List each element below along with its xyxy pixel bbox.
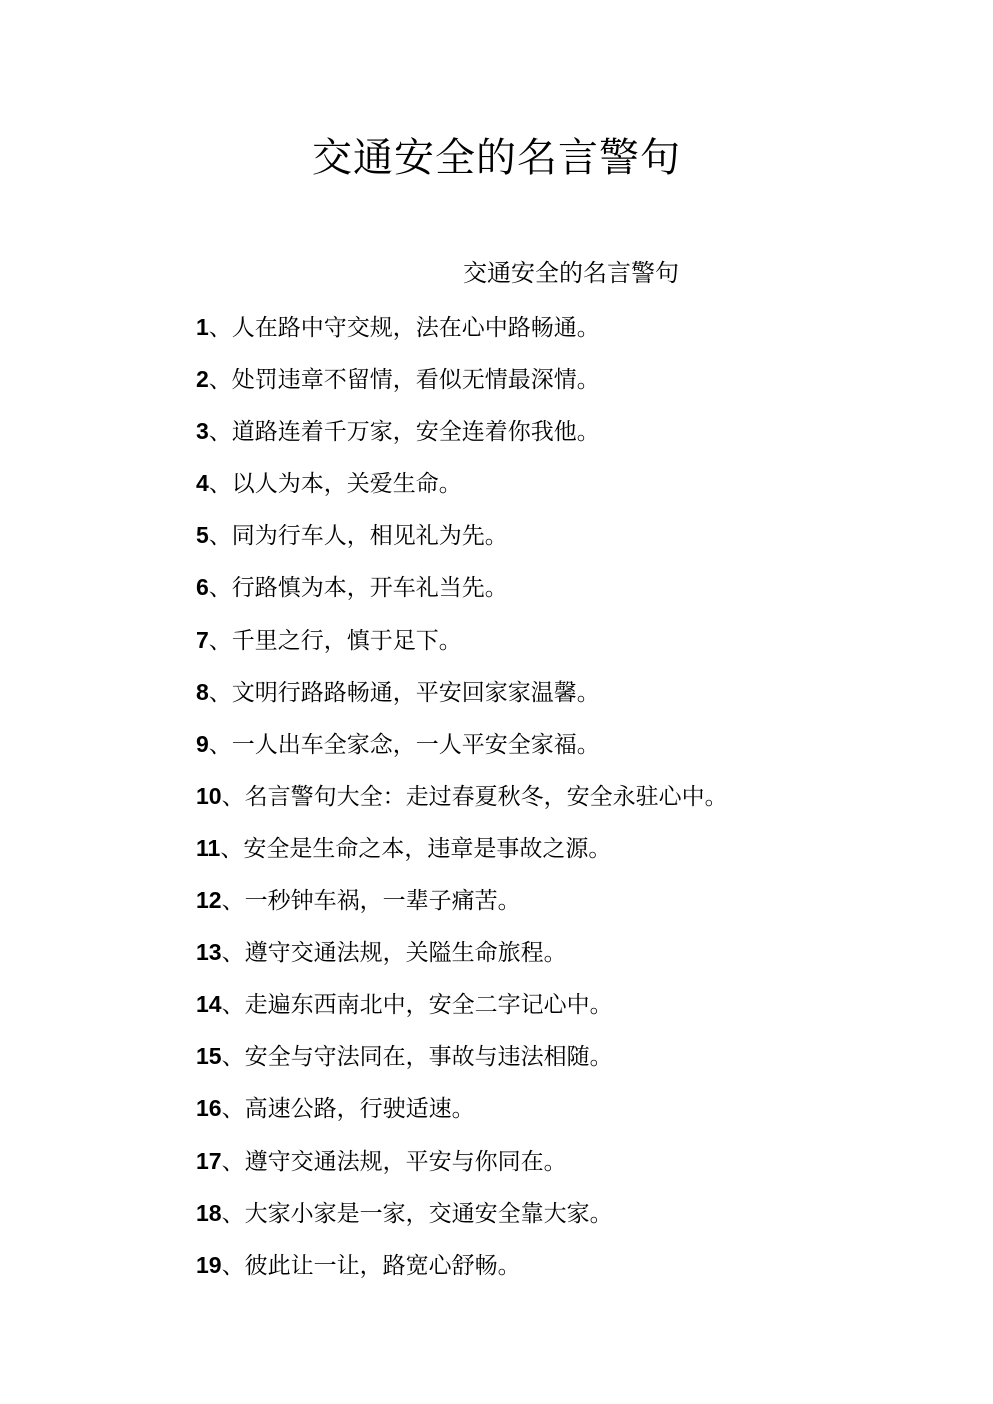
quote-separator: 、: [221, 1044, 245, 1071]
quote-number: 16: [196, 1095, 222, 1122]
quote-number: 7: [196, 626, 209, 653]
quote-text: 安全与守法同在，事故与违法相随。: [244, 1044, 613, 1071]
quote-number: 9: [196, 730, 209, 757]
quote-number: 13: [196, 939, 222, 966]
quote-item: [196, 726, 728, 778]
quote-item: [196, 986, 728, 1038]
quote-number: 19: [196, 1251, 222, 1278]
quote-text: 一秒钟车祸，一辈子痛苦。: [244, 888, 521, 915]
quote-separator: 、: [221, 940, 245, 967]
quote-number: 8: [196, 678, 209, 705]
quote-number: 2: [196, 366, 209, 393]
quote-number: 12: [196, 887, 222, 914]
quote-item: [196, 934, 728, 986]
quote-number: 17: [196, 1147, 222, 1174]
quote-text: 名言警句大全：走过春夏秋冬，安全永驻心中。: [244, 783, 728, 810]
quote-text: 一人出车全家念，一人平安全家福。: [231, 731, 600, 758]
quote-item: [196, 361, 728, 413]
quote-item: [196, 622, 728, 674]
quote-item: [196, 778, 728, 830]
quote-separator: 、: [221, 1200, 245, 1227]
quote-text: 同为行车人，相见礼为先。: [231, 523, 508, 550]
quote-number: 15: [196, 1043, 222, 1070]
quote-separator: 、: [208, 419, 232, 446]
quote-number: 18: [196, 1199, 222, 1226]
quote-text: 遵守交通法规，关隘生命旅程。: [244, 940, 567, 967]
quote-text: 千里之行，慎于足下。: [231, 627, 462, 654]
quote-separator: 、: [208, 471, 232, 498]
quote-text: 行路慎为本，开车礼当先。: [231, 575, 508, 602]
quote-text: 人在路中守交规，法在心中路畅通。: [231, 315, 600, 341]
quote-number: 14: [196, 991, 222, 1018]
quote-separator: 、: [208, 523, 232, 550]
quote-separator: 、: [221, 1252, 245, 1279]
quote-item: [196, 309, 728, 361]
quote-separator: 、: [221, 888, 245, 915]
quote-item: [196, 1247, 728, 1299]
quote-separator: 、: [220, 835, 244, 862]
quote-item: [196, 1038, 728, 1090]
quote-item: [196, 674, 728, 726]
quote-number: 11: [196, 834, 221, 861]
quote-item: [196, 517, 728, 569]
quote-text: 彼此让一让，路宽心舒畅。: [244, 1252, 521, 1279]
quote-number: 6: [196, 574, 209, 601]
quote-number: 3: [196, 418, 209, 445]
quote-item: [196, 1090, 728, 1142]
quote-item: [196, 413, 728, 465]
quote-text: 以人为本，关爱生命。: [231, 471, 462, 498]
quote-separator: 、: [208, 679, 232, 706]
quote-list: [196, 309, 728, 1299]
quote-text: 大家小家是一家，交通安全靠大家。: [244, 1200, 613, 1227]
quote-number: 4: [196, 470, 209, 497]
quote-item: [196, 569, 728, 621]
quote-separator: 、: [208, 731, 232, 758]
quote-item: [196, 882, 728, 934]
quote-separator: 、: [208, 315, 232, 341]
quote-separator: 、: [221, 783, 245, 810]
quote-text: 处罚违章不留情，看似无情最深情。: [231, 367, 600, 394]
quote-item: [196, 1143, 728, 1195]
quote-separator: 、: [221, 992, 245, 1019]
quote-separator: 、: [221, 1096, 245, 1123]
quote-item: [196, 830, 728, 882]
document-subtitle: 交通安全的名言警句: [463, 259, 679, 287]
quote-item: [196, 1195, 728, 1247]
quote-text: 安全是生命之本，违章是事故之源。: [243, 835, 612, 862]
quote-number: 5: [196, 522, 209, 549]
quote-text: 道路连着千万家，安全连着你我他。: [231, 419, 600, 446]
quote-separator: 、: [208, 627, 232, 654]
quote-item: [196, 465, 728, 517]
quote-separator: 、: [208, 575, 232, 602]
quote-text: 文明行路路畅通，平安回家家温馨。: [231, 679, 600, 706]
quote-text: 遵守交通法规，平安与你同在。: [244, 1148, 567, 1175]
quote-number: 1: [196, 314, 209, 340]
quote-text: 高速公路，行驶适速。: [244, 1096, 475, 1123]
quote-separator: 、: [221, 1148, 245, 1175]
document-title: 交通安全的名言警句: [312, 135, 681, 181]
quote-number: 10: [196, 782, 222, 809]
quote-text: 走遍东西南北中，安全二字记心中。: [244, 992, 613, 1019]
quote-separator: 、: [208, 367, 232, 394]
